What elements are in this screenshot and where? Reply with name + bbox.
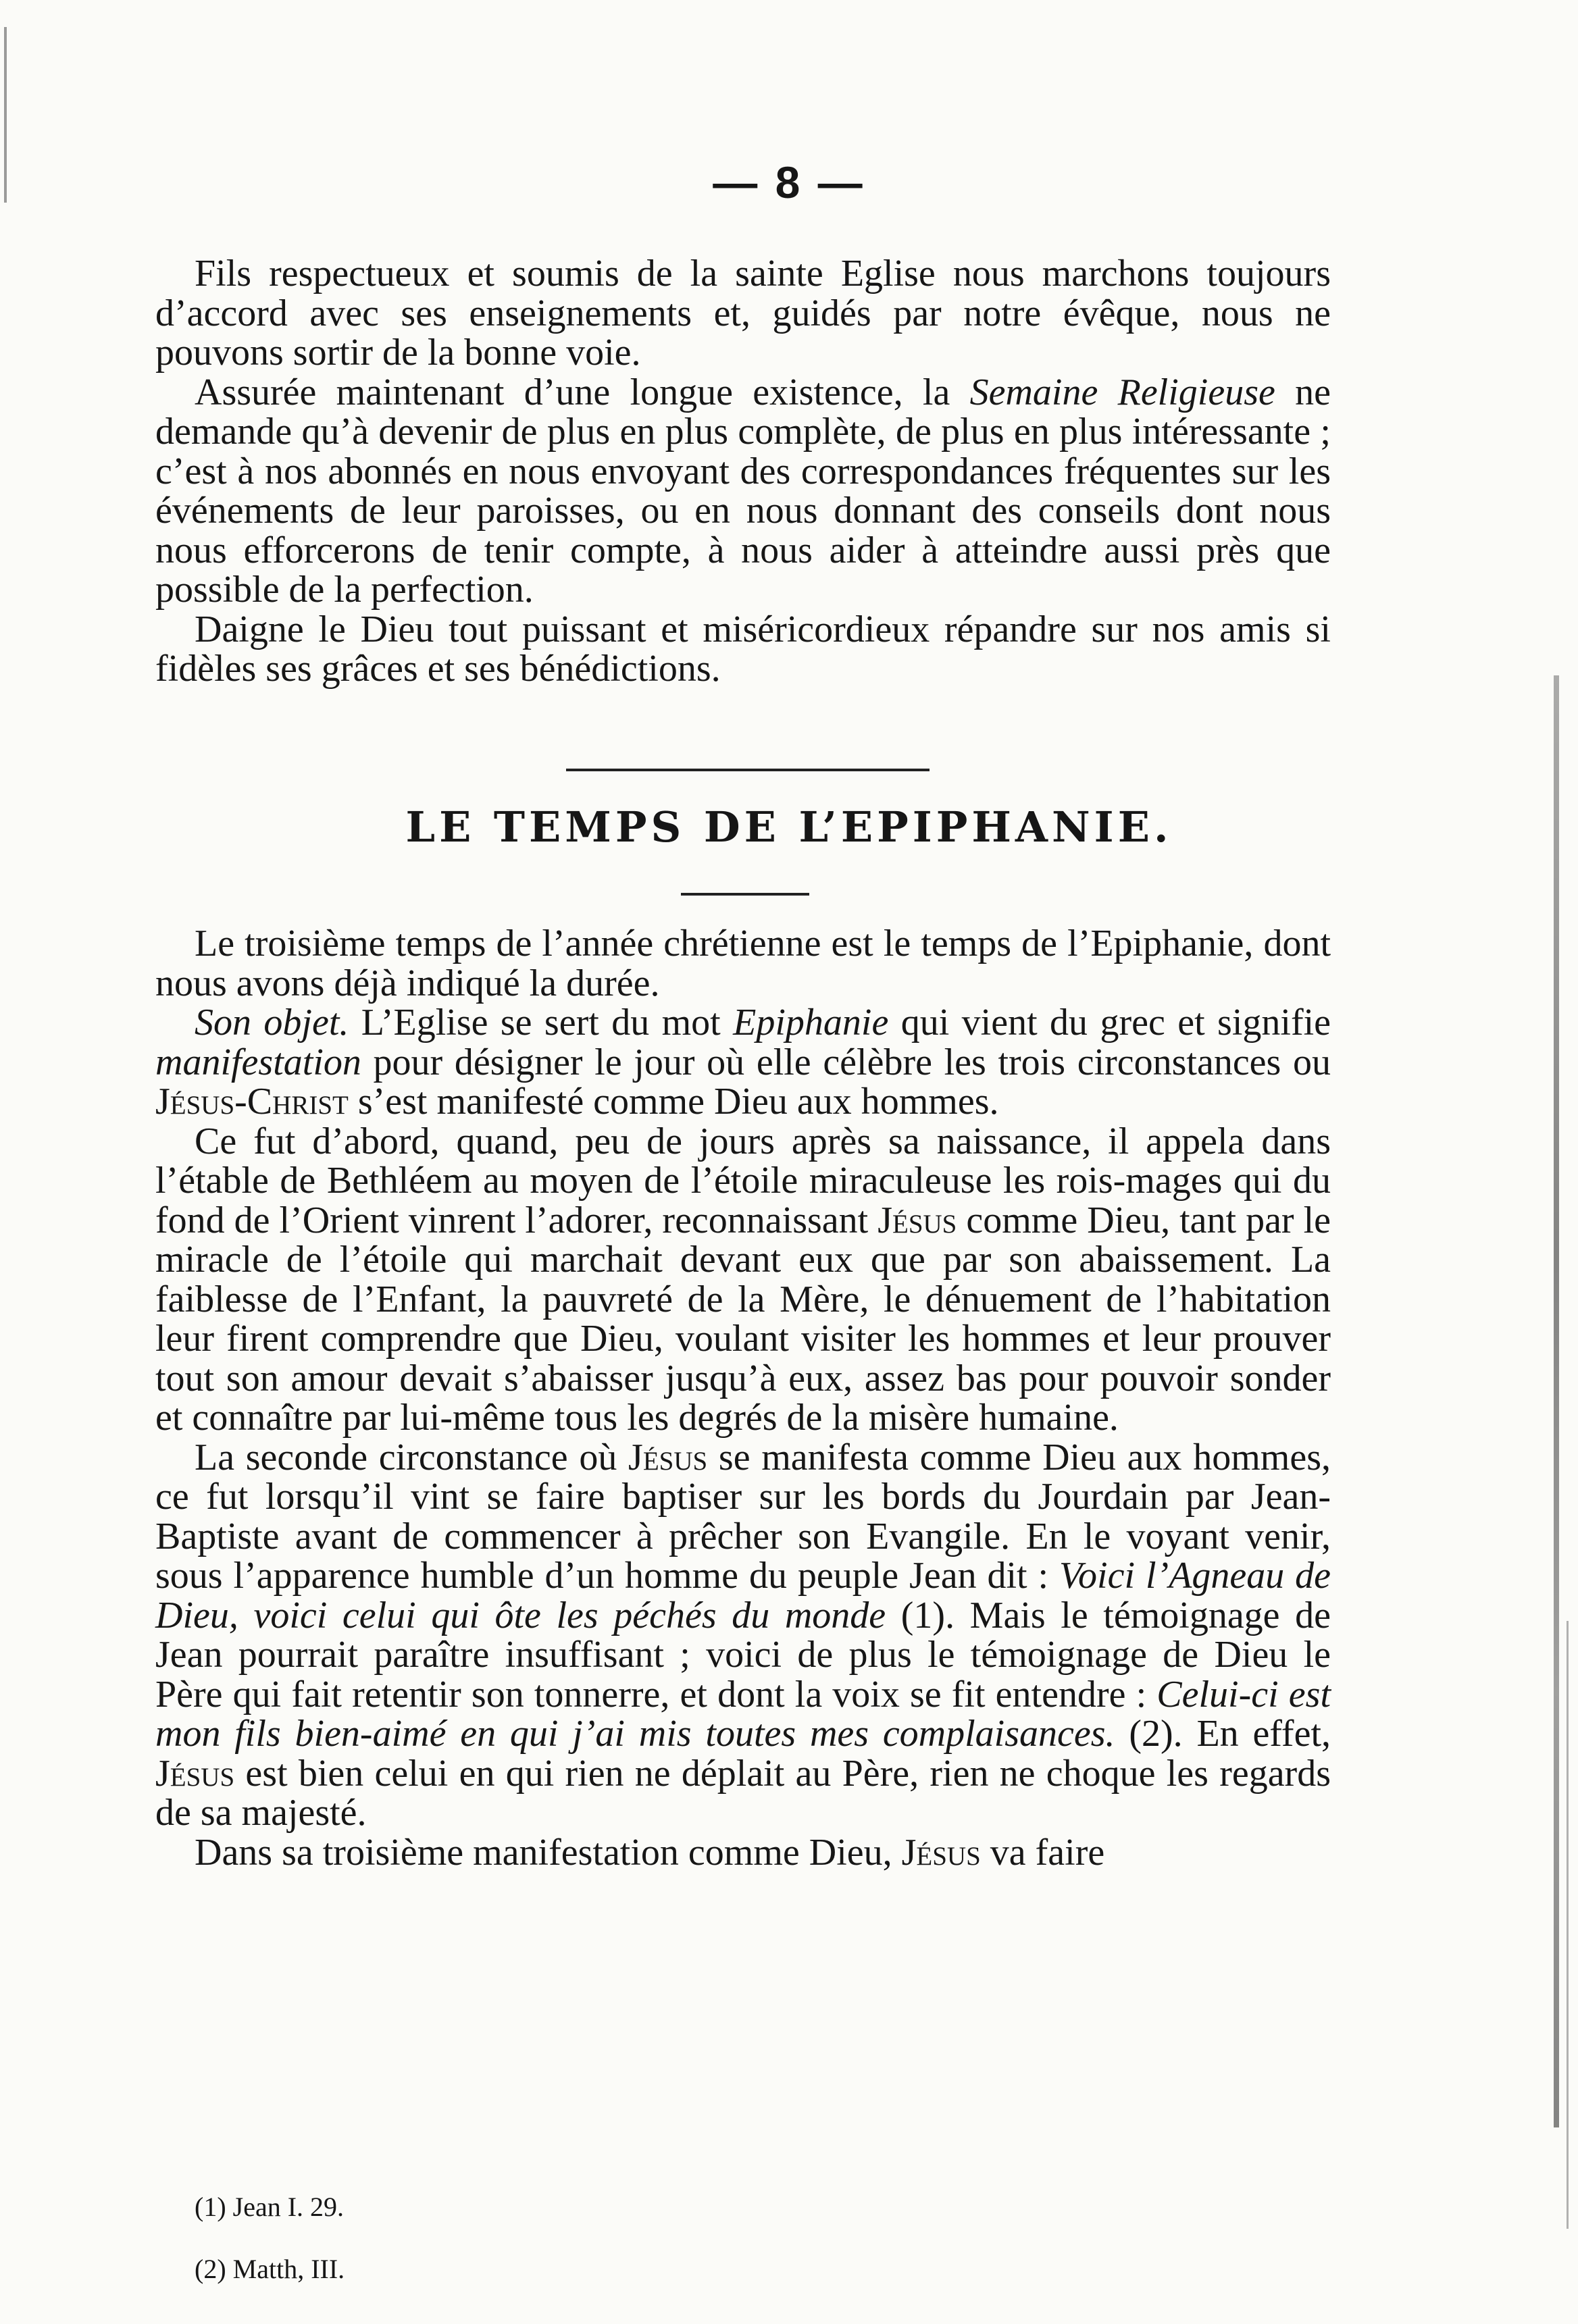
text-run: pour désigner le jour où elle célèbre les trois circonstances ou bbox=[361, 1041, 1331, 1083]
italic-text: manifestation bbox=[155, 1041, 361, 1083]
text-run: comme Dieu, tant par le miracle de l’étoile qui marchait devant eux que par son abaissement. La faiblesse de l’Enfant, la pauvreté de la Mère, le dénuement de l’habitation leur firent comprendre que Dieu, voulant visiter les hommes et leur prouver tout son amour devait s’abaisser jusqu’à eux, assez bas pour pouvoir sonder et connaître par lui-même tous les degrés de la misère humaine. bbox=[155, 1199, 1331, 1439]
paragraph bbox=[155, 1438, 1331, 1833]
small-caps-text: Jésus-Christ bbox=[155, 1081, 349, 1122]
section-rule-bottom bbox=[681, 893, 809, 896]
scan-edge-right bbox=[1554, 675, 1559, 2127]
text-run: se manifesta comme Dieu aux hommes, ce fut lorsqu’il vint se faire baptiser sur les bords du Jourdain par Jean-Baptiste avant de commencer à prêcher son Evangile. En le voyant venir, sous l’apparence humble d’un homme du peuple Jean dit : bbox=[155, 1436, 1331, 1597]
italic-text: Son objet. bbox=[195, 1002, 349, 1043]
footnote: (1) Jean I. 29. bbox=[195, 2192, 345, 2222]
text-run: Dans sa troisième manifestation comme Dieu, bbox=[195, 1831, 902, 1874]
text-run: Le troisième temps de l’année chrétienne est le temps de l’Epiphanie, dont nous avons déjà indiqué la durée. bbox=[155, 923, 1331, 1004]
small-caps-text: Jésus bbox=[628, 1436, 708, 1478]
paragraph bbox=[155, 1003, 1331, 1122]
text-run: Assurée maintenant d’une longue existence, la bbox=[195, 371, 970, 413]
text-run: est bien celui en qui rien ne déplait au Père, rien ne choque les regards de sa majesté. bbox=[155, 1752, 1331, 1834]
text-run: qui vient du grec et signifie bbox=[888, 1002, 1331, 1043]
page-number: — 8 — bbox=[713, 157, 865, 207]
text-run: La seconde circonstance où bbox=[195, 1436, 629, 1478]
paragraph bbox=[155, 610, 1331, 689]
small-caps-text: Jésus bbox=[155, 1752, 235, 1794]
footnotes bbox=[195, 2192, 803, 2284]
italic-text: Voici l’Agneau de Dieu, voici celui qui ôte les péchés du monde bbox=[155, 1555, 1331, 1636]
italic-text: Celui-ci est mon fils bien-aimé en qui j’ai mis toutes mes complaisances. bbox=[155, 1673, 1331, 1755]
footnote: (2) Matth, III. bbox=[195, 2254, 345, 2284]
intro-text bbox=[155, 254, 1331, 689]
text-run: Ce fut d’abord, quand, peu de jours après sa naissance, il appela dans l’étable de Bethléem au moyen de l’étoile miraculeuse les rois-mages qui du fond de l’Orient vinrent l’adorer, reconnaissant bbox=[155, 1120, 1331, 1241]
text-run: va faire bbox=[980, 1831, 1105, 1874]
text-run: L’Eglise se sert du mot bbox=[349, 1002, 734, 1043]
small-caps-text: Jésus bbox=[877, 1199, 957, 1241]
section-body bbox=[155, 924, 1331, 1872]
text-run: ne demande qu’à devenir de plus en plus complète, de plus en plus intéressante ; c’est à nos abonnés en nous envoyant des correspondances fréquentes sur les événements de leur paroisses, ou en nous donnant des conseils dont nous nous efforcerons de tenir compte, à nous aider à atteindre aussi près que possible de la perfection. bbox=[155, 371, 1331, 611]
text-run: s’est manifesté comme Dieu aux hommes. bbox=[348, 1081, 999, 1122]
section-rule-top bbox=[566, 769, 930, 771]
section-title: LE TEMPS DE L’EPIPHANIE. bbox=[405, 802, 1173, 852]
paragraph bbox=[155, 1833, 1331, 1873]
small-caps-text: Jésus bbox=[901, 1831, 981, 1874]
italic-text: Epiphanie bbox=[733, 1002, 889, 1043]
paragraph bbox=[155, 924, 1331, 1003]
text-run: Daigne le Dieu tout puissant et miséricordieux répandre sur nos amis si fidèles ses grâces et ses bénédictions. bbox=[155, 608, 1331, 690]
paragraph bbox=[155, 254, 1331, 373]
scan-edge-right-thin bbox=[1567, 1621, 1569, 2229]
italic-text: Semaine Religieuse bbox=[969, 371, 1275, 413]
text-run: Fils respectueux et soumis de la sainte Eglise nous marchons toujours d’accord avec ses enseignements et, guidés par notre évêque, nous ne pouvons sortir de la bonne voie. bbox=[155, 253, 1331, 373]
text-run: (1). Mais le témoignage de Jean pourrait paraître insuffisant ; voici de plus le témoignage de Dieu le Père qui fait retentir son tonnerre, et dont la voix se fit entendre : bbox=[155, 1594, 1331, 1715]
paragraph bbox=[155, 373, 1331, 610]
paragraph bbox=[155, 1122, 1331, 1438]
text-run: (2). En effet, bbox=[1115, 1713, 1331, 1755]
